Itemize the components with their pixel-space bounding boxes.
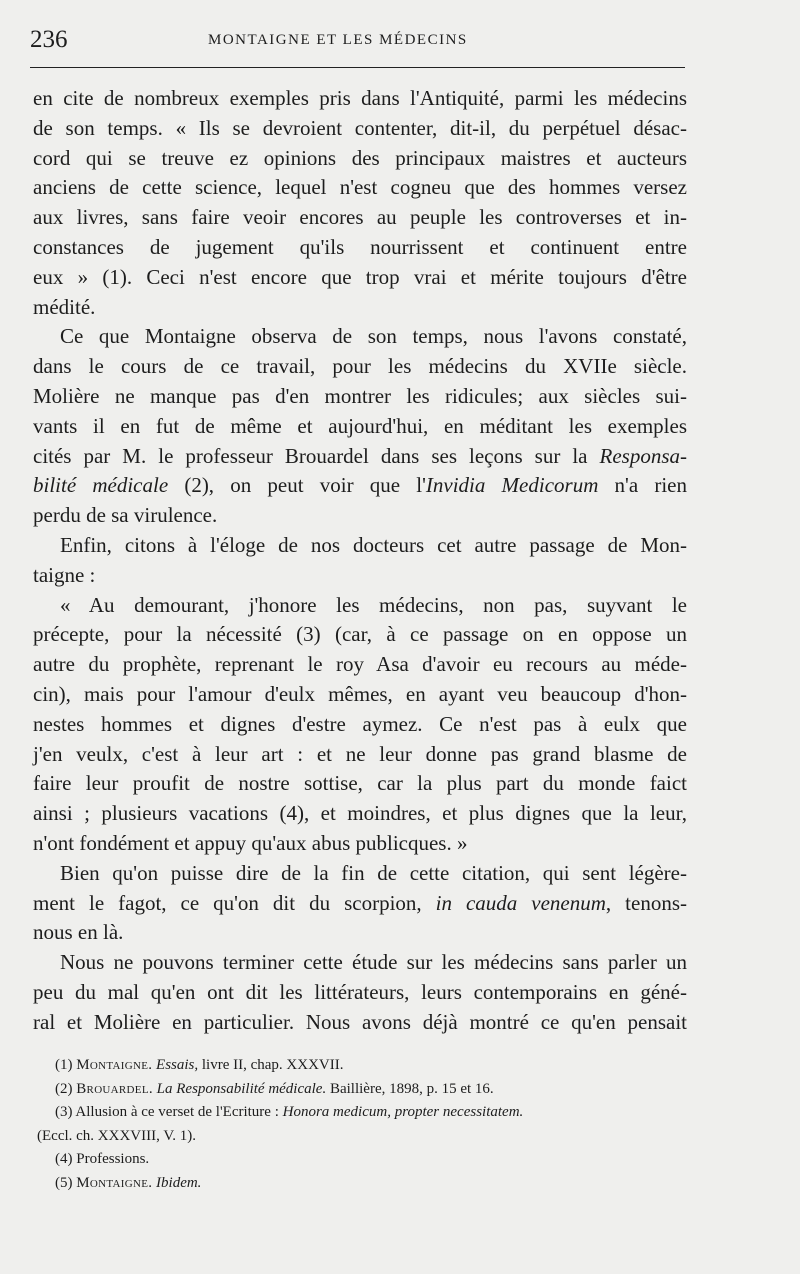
text-line: autre du prophète, reprenant le roy Asa d'avoir eu recours au méde- bbox=[33, 652, 687, 677]
text-line: ainsi ; plusieurs vacations (4), et moindres, et plus dignes que la leur, bbox=[33, 801, 687, 826]
text-line: peu du mal qu'en ont dit les littérateurs, leurs contemporains en géné- bbox=[33, 979, 687, 1004]
text-line: cord qui se treuve ez opinions des principaux maistres et aucteurs bbox=[33, 145, 687, 170]
footnote-author: Montaigne. bbox=[76, 1057, 153, 1073]
footnote-title: Honora medicum, propter necessitatem. bbox=[282, 1104, 524, 1120]
text-line: cin), mais pour l'amour d'eulx mêmes, en ayant veu beaucoup d'hon- bbox=[33, 681, 687, 706]
footnote-author: Montaigne. bbox=[76, 1174, 153, 1191]
text-line: n'ont fondément et appuy qu'aux abus publicques. » bbox=[33, 830, 468, 855]
footnote-title: Essais, bbox=[152, 1057, 199, 1073]
text-line: perdu de sa virulence. bbox=[33, 503, 218, 528]
text-line: Nous ne pouvons terminer cette étude sur les médecins sans parler un bbox=[60, 950, 687, 975]
text-line: faire leur proufit de nostre sottise, car la plus part du monde faict bbox=[33, 771, 687, 796]
footnote-number: (5) bbox=[55, 1174, 77, 1191]
text-line: vants il en fut de même et aujourd'hui, en méditant les exemples bbox=[33, 413, 687, 438]
text-line: médité. bbox=[33, 294, 96, 319]
footnote-title: Ibidem. bbox=[152, 1174, 202, 1191]
page-number: 236 bbox=[30, 26, 68, 53]
text-line bbox=[33, 442, 687, 472]
italic-phrase: Invidia Medicorum bbox=[425, 473, 599, 498]
footnote-number: (1) bbox=[55, 1057, 77, 1073]
footnotes bbox=[37, 1054, 697, 1195]
text-run: cités par M. le professeur Brouardel dans ses leçons sur la bbox=[33, 443, 600, 468]
footnote-author: Brouardel. bbox=[76, 1080, 153, 1097]
text-line: dans le cours de ce travail, pour les médecins du XVIIe siècle. bbox=[33, 354, 687, 379]
text-line: Enfin, citons à l'éloge de nos docteurs cet autre passage de Mon- bbox=[60, 532, 687, 557]
text-line: anciens de cette science, lequel n'est cogneu que des hommes versez bbox=[33, 175, 687, 200]
text-line: précepte, pour la nécessité (3) (car, à ce passage on en oppose un bbox=[33, 622, 687, 647]
footnote-title: La Responsabilité médicale. bbox=[152, 1080, 327, 1097]
page-header bbox=[30, 24, 690, 60]
text-line bbox=[33, 471, 687, 501]
italic-title: bilité médicale bbox=[33, 473, 169, 498]
main-text bbox=[33, 84, 687, 1038]
text-line: aux livres, sans faire veoir encores au peuple les controverses et in- bbox=[33, 205, 687, 230]
footnote-5 bbox=[37, 1172, 697, 1196]
footnote-text: (3) Allusion à ce verset de l'Ecriture : bbox=[55, 1104, 283, 1120]
text-line: Molière ne manque pas d'en montrer les ridicules; aux siècles sui- bbox=[33, 383, 687, 408]
text-run: n'a rien bbox=[598, 473, 687, 498]
text-line: constances de jugement qu'ils nourrissent et continuent entre bbox=[33, 234, 687, 259]
text-run: ment le fagot, ce qu'on dit du scorpion, bbox=[33, 890, 436, 915]
footnote-1 bbox=[37, 1054, 697, 1078]
footnote-4: (4) Professions. bbox=[55, 1151, 150, 1167]
italic-phrase: in cauda venenum bbox=[435, 890, 606, 915]
footnote-text: Baillière, 1898, p. 15 et 16. bbox=[326, 1080, 494, 1097]
text-line: en cite de nombreux exemples pris dans l'Antiquité, parmi les médecins bbox=[33, 86, 687, 110]
footnote-2 bbox=[37, 1078, 697, 1102]
header-rule bbox=[30, 67, 685, 68]
text-line: nestes hommes et dignes d'estre aymez. Ce n'est pas à eulx que bbox=[33, 711, 687, 736]
footnote-text: livre II, chap. XXXVII. bbox=[198, 1057, 344, 1073]
footnote-3 bbox=[37, 1101, 697, 1125]
text-line: Ce que Montaigne observa de son temps, nous l'avons constaté, bbox=[60, 324, 687, 349]
footnote-number: (2) bbox=[55, 1080, 77, 1097]
text-line: de son temps. « Ils se devroient contenter, dit-il, du perpétuel désac- bbox=[33, 115, 687, 140]
italic-title: Responsa- bbox=[599, 443, 687, 468]
text-line: ral et Molière en particulier. Nous avons déjà montré ce qu'en pensait bbox=[33, 1009, 687, 1034]
text-run: , tenons- bbox=[605, 890, 687, 915]
text-line: j'en veulx, c'est à leur art : et ne leur donne pas grand blasme de bbox=[33, 741, 687, 766]
footnote-3-continuation: (Eccl. ch. XXXVIII, V. 1). bbox=[37, 1127, 196, 1144]
text-line: « Au demourant, j'honore les médecins, non pas, suyvant le bbox=[60, 592, 687, 617]
text-run: (2), on peut voir que l' bbox=[168, 473, 426, 498]
text-line: Bien qu'on puisse dire de la fin de cette citation, qui sent légère- bbox=[60, 860, 687, 885]
text-line: nous en là. bbox=[33, 920, 124, 945]
text-line bbox=[33, 889, 687, 919]
running-head: MONTAIGNE ET LES MÉDECINS bbox=[208, 32, 468, 48]
text-line: eux » (1). Ceci n'est encore que trop vrai et mérite toujours d'être bbox=[33, 264, 687, 289]
text-line: taigne : bbox=[33, 562, 96, 587]
